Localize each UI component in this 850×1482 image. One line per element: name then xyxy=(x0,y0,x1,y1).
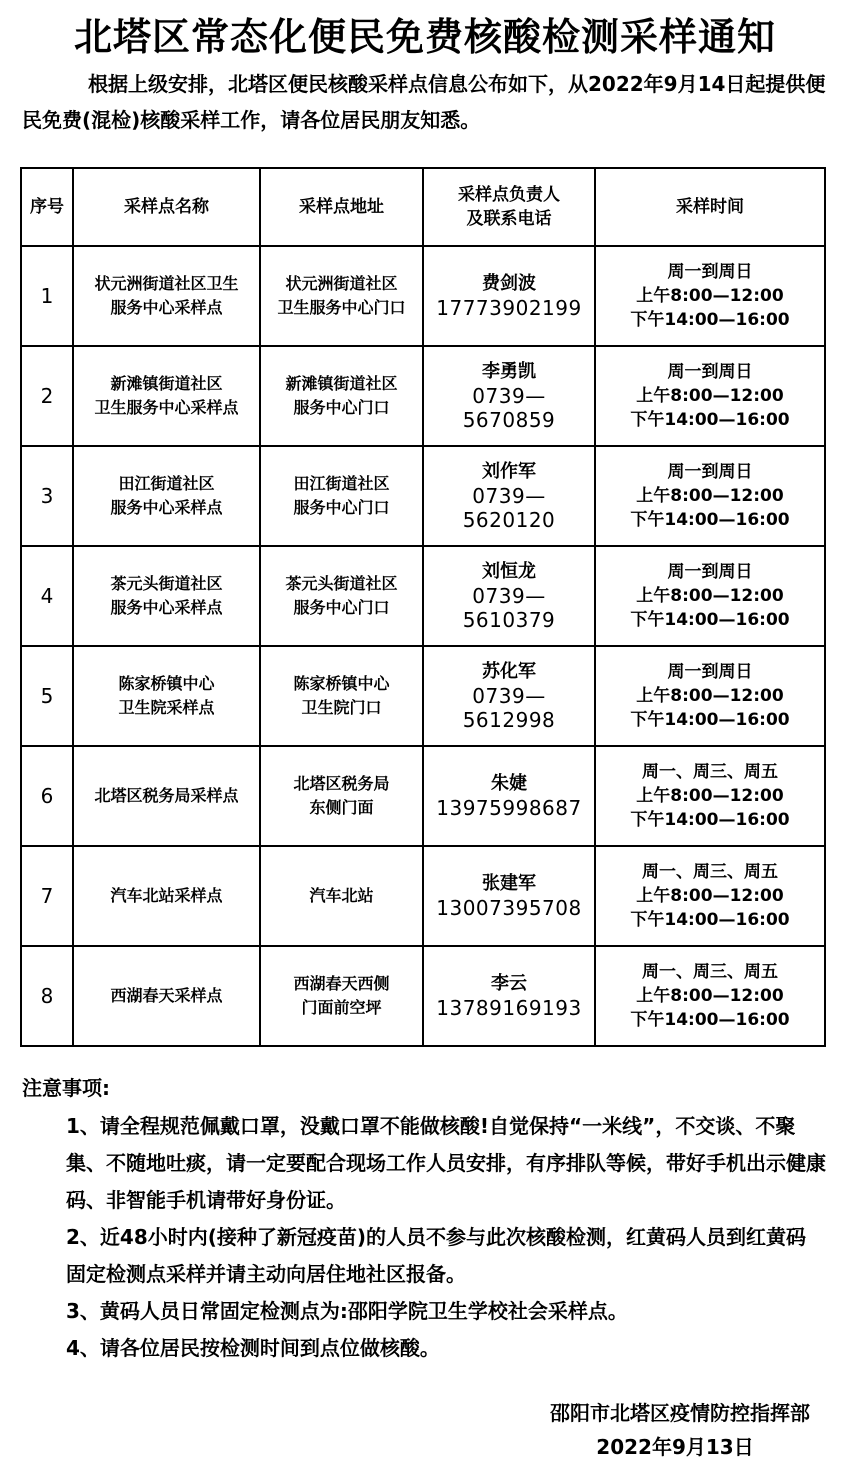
cell-contact xyxy=(423,346,595,446)
row-number: 4 xyxy=(40,584,54,608)
note-item: 4、请各位居民按检测时间到点位做核酸。 xyxy=(66,1336,440,1360)
signature-org: 邵阳市北塔区疫情防控指挥部 xyxy=(550,1401,810,1425)
sampling-days: 周一到周日 xyxy=(667,462,753,482)
cell-time xyxy=(595,746,825,846)
contact-person: 李勇凯 xyxy=(482,361,536,382)
site-name-line: 新滩镇街道社区 xyxy=(110,374,223,393)
sampling-days: 周一到周日 xyxy=(667,662,753,682)
contact-person: 刘恒龙 xyxy=(482,561,536,582)
header-time: 采样时间 xyxy=(595,168,825,246)
cell-no xyxy=(21,946,73,1046)
cell-contact xyxy=(423,546,595,646)
sampling-days: 周一到周日 xyxy=(667,562,753,582)
site-address-line: 状元洲街道社区 xyxy=(285,274,398,293)
sampling-pm: 下午14:00—16:00 xyxy=(630,510,790,530)
table-row xyxy=(21,746,825,846)
cell-no xyxy=(21,846,73,946)
cell-site-name xyxy=(73,246,260,346)
cell-contact xyxy=(423,646,595,746)
cell-site-name xyxy=(73,946,260,1046)
sampling-pm: 下午14:00—16:00 xyxy=(630,710,790,730)
cell-time xyxy=(595,946,825,1046)
table-row xyxy=(21,846,825,946)
table-header-row xyxy=(21,168,825,246)
row-number: 7 xyxy=(40,884,54,908)
contact-person: 费剑波 xyxy=(482,273,536,294)
sampling-am: 上午8:00—12:00 xyxy=(636,586,784,606)
site-address-line: 北塔区税务局 xyxy=(293,774,390,793)
site-name-line: 服务中心采样点 xyxy=(110,598,223,617)
sampling-sites-table xyxy=(20,167,826,1047)
row-number: 5 xyxy=(40,684,54,708)
cell-site-address xyxy=(260,646,423,746)
cell-site-name xyxy=(73,646,260,746)
table-row xyxy=(21,946,825,1046)
sampling-days: 周一、周三、周五 xyxy=(642,762,778,782)
sampling-pm: 下午14:00—16:00 xyxy=(630,910,790,930)
cell-no xyxy=(21,246,73,346)
sampling-pm: 下午14:00—16:00 xyxy=(630,1010,790,1030)
sampling-am: 上午8:00—12:00 xyxy=(636,886,784,906)
cell-site-name xyxy=(73,446,260,546)
cell-no xyxy=(21,646,73,746)
site-name-line: 田江街道社区 xyxy=(118,474,215,493)
cell-site-address xyxy=(260,246,423,346)
intro-paragraph: 根据上级安排，北塔区便民核酸采样点信息公布如下，从2022年9月14日起提供便民免费(混检)核酸采样工作，请各位居民朋友知悉。 xyxy=(22,72,826,132)
site-name-line: 卫生服务中心采样点 xyxy=(94,398,239,417)
cell-site-address xyxy=(260,746,423,846)
notes-list xyxy=(66,1108,826,1367)
site-address-line: 新滩镇街道社区 xyxy=(285,374,398,393)
site-address-line: 服务中心门口 xyxy=(293,498,390,517)
contact-phone: 0739—5612998 xyxy=(462,684,556,732)
cell-site-address xyxy=(260,546,423,646)
row-number: 6 xyxy=(40,784,54,808)
site-name-line: 状元洲街道社区卫生 xyxy=(94,274,239,293)
site-name-line: 陈家桥镇中心 xyxy=(118,674,215,693)
header-name: 采样点名称 xyxy=(73,168,260,246)
site-address-line: 陈家桥镇中心 xyxy=(293,674,390,693)
header-address: 采样点地址 xyxy=(260,168,423,246)
signature-block xyxy=(550,1396,810,1464)
cell-site-name xyxy=(73,546,260,646)
header-contact-line1: 采样点负责人 xyxy=(458,185,560,205)
cell-time xyxy=(595,246,825,346)
sampling-pm: 下午14:00—16:00 xyxy=(630,410,790,430)
row-number: 1 xyxy=(40,284,54,308)
sampling-days: 周一到周日 xyxy=(667,262,753,282)
sampling-pm: 下午14:00—16:00 xyxy=(630,810,790,830)
contact-phone: 0739—5610379 xyxy=(462,584,556,632)
cell-time xyxy=(595,546,825,646)
signature-date: 2022年9月13日 xyxy=(596,1435,754,1459)
cell-no xyxy=(21,446,73,546)
site-name-line: 汽车北站采样点 xyxy=(110,886,223,905)
site-name-line: 服务中心采样点 xyxy=(110,298,223,317)
cell-time xyxy=(595,346,825,446)
contact-phone: 17773902199 xyxy=(436,296,582,320)
sampling-days: 周一到周日 xyxy=(667,362,753,382)
table-row xyxy=(21,646,825,746)
cell-contact xyxy=(423,846,595,946)
cell-no xyxy=(21,546,73,646)
cell-contact xyxy=(423,746,595,846)
table-row xyxy=(21,346,825,446)
contact-person: 刘作军 xyxy=(482,461,536,482)
header-no: 序号 xyxy=(21,168,73,246)
sampling-am: 上午8:00—12:00 xyxy=(636,686,784,706)
site-name-line: 茶元头街道社区 xyxy=(110,574,223,593)
cell-site-name xyxy=(73,346,260,446)
sampling-am: 上午8:00—12:00 xyxy=(636,286,784,306)
row-number: 8 xyxy=(40,984,54,1008)
cell-contact xyxy=(423,246,595,346)
table-row xyxy=(21,446,825,546)
site-address-line: 服务中心门口 xyxy=(293,598,390,617)
site-address-line: 服务中心门口 xyxy=(293,398,390,417)
cell-time xyxy=(595,646,825,746)
cell-time xyxy=(595,846,825,946)
cell-time xyxy=(595,446,825,546)
cell-no xyxy=(21,746,73,846)
note-item: 2、近48小时内(接种了新冠疫苗)的人员不参与此次核酸检测，红黄码人员到红黄码固定检测点采样并请主动向居住地社区报备。 xyxy=(66,1225,807,1286)
table-row xyxy=(21,546,825,646)
note-item: 3、黄码人员日常固定检测点为:邵阳学院卫生学校社会采样点。 xyxy=(66,1299,628,1323)
cell-site-address xyxy=(260,446,423,546)
site-name-line: 西湖春天采样点 xyxy=(110,986,223,1005)
site-address-line: 汽车北站 xyxy=(309,886,374,905)
contact-person: 苏化军 xyxy=(482,661,536,682)
cell-site-name xyxy=(73,846,260,946)
sampling-days: 周一、周三、周五 xyxy=(642,962,778,982)
sampling-am: 上午8:00—12:00 xyxy=(636,486,784,506)
header-contact-line2: 及联系电话 xyxy=(466,209,552,229)
header-contact xyxy=(423,168,595,246)
site-address-line: 卫生院门口 xyxy=(301,698,382,717)
site-address-line: 门面前空坪 xyxy=(301,998,382,1017)
site-name-line: 北塔区税务局采样点 xyxy=(94,786,239,805)
cell-contact xyxy=(423,946,595,1046)
contact-phone: 13007395708 xyxy=(436,896,582,920)
cell-site-address xyxy=(260,346,423,446)
site-address-line: 西湖春天西侧 xyxy=(293,974,390,993)
site-name-line: 服务中心采样点 xyxy=(110,498,223,517)
contact-phone: 13789169193 xyxy=(436,996,582,1020)
cell-site-name xyxy=(73,746,260,846)
site-address-line: 东侧门面 xyxy=(309,798,374,817)
sampling-pm: 下午14:00—16:00 xyxy=(630,610,790,630)
contact-phone: 13975998687 xyxy=(436,796,582,820)
site-name-line: 卫生院采样点 xyxy=(118,698,215,717)
notes-heading: 注意事项: xyxy=(22,1076,110,1100)
sampling-am: 上午8:00—12:00 xyxy=(636,786,784,806)
cell-site-address xyxy=(260,946,423,1046)
sampling-days: 周一、周三、周五 xyxy=(642,862,778,882)
row-number: 2 xyxy=(40,384,54,408)
contact-person: 朱婕 xyxy=(491,773,527,794)
row-number: 3 xyxy=(40,484,54,508)
sampling-am: 上午8:00—12:00 xyxy=(636,986,784,1006)
cell-contact xyxy=(423,446,595,546)
site-address-line: 田江街道社区 xyxy=(293,474,390,493)
sampling-am: 上午8:00—12:00 xyxy=(636,386,784,406)
cell-site-address xyxy=(260,846,423,946)
contact-phone: 0739—5620120 xyxy=(462,484,556,532)
note-item: 1、请全程规范佩戴口罩，没戴口罩不能做核酸!自觉保持“一米线”，不交谈、不聚集、不随地吐痰，请一定要配合现场工作人员安排，有序排队等候，带好手机出示健康码、非智能手机请带好身份证。 xyxy=(66,1114,826,1212)
cell-no xyxy=(21,346,73,446)
contact-phone: 0739—5670859 xyxy=(462,384,556,432)
site-address-line: 卫生服务中心门口 xyxy=(277,298,406,317)
contact-person: 李云 xyxy=(491,973,527,994)
table-row xyxy=(21,246,825,346)
site-address-line: 茶元头街道社区 xyxy=(285,574,398,593)
contact-person: 张建军 xyxy=(482,873,536,894)
sampling-pm: 下午14:00—16:00 xyxy=(630,310,790,330)
page-title: 北塔区常态化便民免费核酸检测采样通知 xyxy=(73,15,776,59)
